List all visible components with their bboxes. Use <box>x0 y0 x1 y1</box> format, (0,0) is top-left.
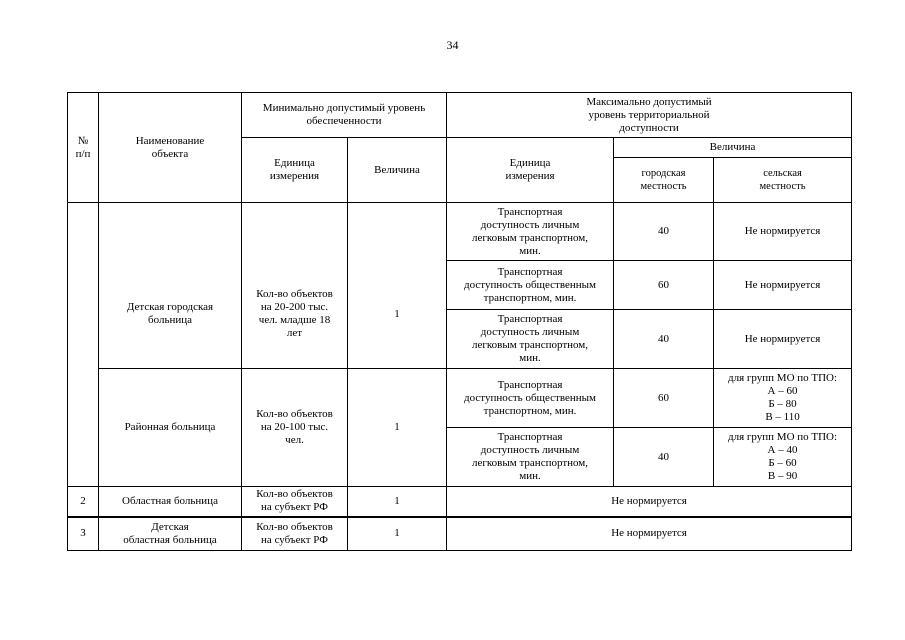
cell-urban: 40 <box>614 310 714 369</box>
cell-urban: 60 <box>614 261 714 310</box>
header-max-value: Величина <box>614 138 852 158</box>
cell-min-value-district: 1 <box>348 369 447 487</box>
cell-name-children: Детская городская больница <box>99 261 242 369</box>
cell-min-value-children: 1 <box>348 261 447 369</box>
cell-max-unit: Транспортная доступность общественным транспортном, мин. <box>447 369 614 428</box>
header-max-group: Максимально допустимый уровень территориальной доступности <box>447 93 852 138</box>
cell-max-unit: Транспортная доступность личным легковым транспортном, мин. <box>447 310 614 369</box>
table-row <box>68 487 852 517</box>
header-min-value: Величина <box>348 138 447 203</box>
cell-name-regional-children: Детская областная больница <box>99 517 242 551</box>
cell-min-value-empty <box>348 203 447 261</box>
cell-min-value-regional-children: 1 <box>348 517 447 551</box>
table-row <box>68 261 852 310</box>
cell-min-value-regional: 1 <box>348 487 447 517</box>
cell-rural: Не нормируется <box>714 310 852 369</box>
norms-table <box>67 92 852 551</box>
table-row <box>68 203 852 261</box>
cell-min-unit-children: Кол-во объектов на 20-200 тыс. чел. младше 18 лет <box>242 261 348 369</box>
cell-min-unit-empty <box>242 203 348 261</box>
header-row-1 <box>68 93 852 138</box>
cell-rural: для групп МО по ТПО: А – 60 Б – 80 В – 110 <box>714 369 852 428</box>
header-min-group: Минимально допустимый уровень обеспеченности <box>242 93 447 138</box>
cell-max-regional: Не нормируется <box>447 487 852 517</box>
header-name: Наименование объекта <box>99 93 242 203</box>
cell-max-regional-children: Не нормируется <box>447 517 852 551</box>
cell-urban: 40 <box>614 428 714 487</box>
table-row <box>68 369 852 428</box>
cell-max-unit: Транспортная доступность личным легковым транспортном, мин. <box>447 428 614 487</box>
cell-num-3: 3 <box>68 517 99 551</box>
header-max-unit: Единица измерения <box>447 138 614 203</box>
page-number: 34 <box>446 38 459 52</box>
cell-min-unit-regional-children: Кол-во объектов на субъект РФ <box>242 517 348 551</box>
header-rural: сельская местность <box>714 158 852 203</box>
cell-max-unit: Транспортная доступность личным легковым транспортном, мин. <box>447 203 614 261</box>
cell-num-2: 2 <box>68 487 99 517</box>
header-urban: городская местность <box>614 158 714 203</box>
cell-urban: 60 <box>614 369 714 428</box>
cell-rural: для групп МО по ТПО: А – 40 Б – 60 В – 90 <box>714 428 852 487</box>
cell-urban: 40 <box>614 203 714 261</box>
cell-rural: Не нормируется <box>714 261 852 310</box>
cell-num-1 <box>68 203 99 487</box>
cell-name-regional: Областная больница <box>99 487 242 517</box>
cell-name-empty <box>99 203 242 261</box>
cell-min-unit-district: Кол-во объектов на 20-100 тыс. чел. <box>242 369 348 487</box>
cell-max-unit: Транспортная доступность общественным транспортном, мин. <box>447 261 614 310</box>
header-num: № п/п <box>68 93 99 203</box>
table-row <box>68 517 852 551</box>
cell-rural: Не нормируется <box>714 203 852 261</box>
cell-min-unit-regional: Кол-во объектов на субъект РФ <box>242 487 348 517</box>
cell-name-district: Районная больница <box>99 369 242 487</box>
header-min-unit: Единица измерения <box>242 138 348 203</box>
